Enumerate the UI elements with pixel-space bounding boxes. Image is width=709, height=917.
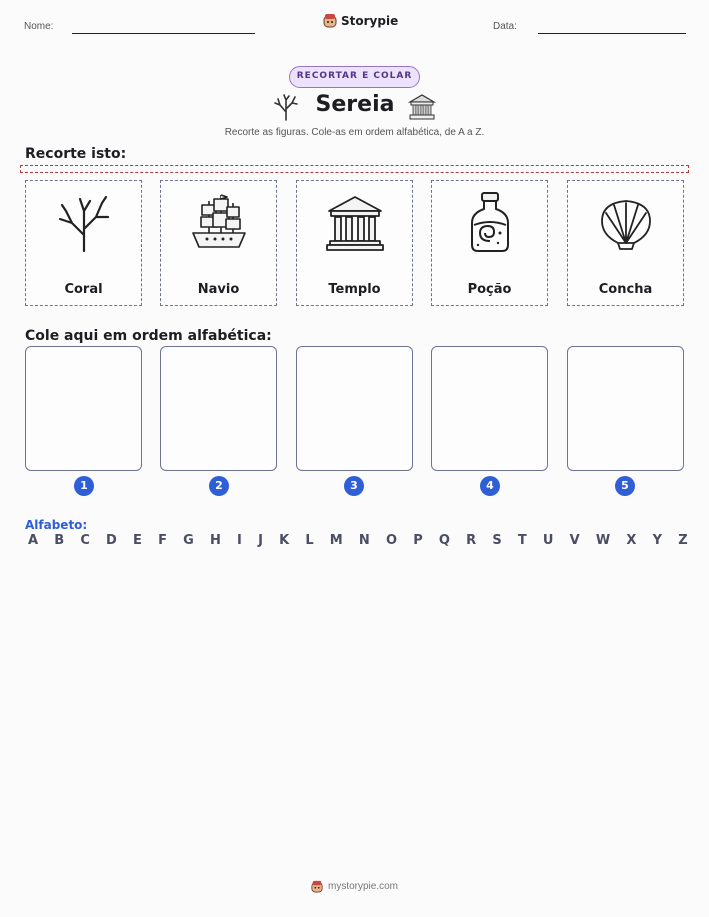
- cut-card-label: Poção: [467, 282, 512, 297]
- alphabet-row: [28, 533, 688, 548]
- coral-icon: [54, 191, 114, 255]
- cut-card-label: Coral: [64, 282, 103, 297]
- name-label: Nome:: [24, 21, 54, 32]
- slot-number-badge: 3: [344, 476, 364, 496]
- cut-card-coral[interactable]: [25, 180, 142, 306]
- brand-name: Storypie: [341, 13, 399, 28]
- paste-slot-3[interactable]: [296, 346, 413, 471]
- alphabet-letter: Q: [438, 533, 450, 548]
- paste-slot-1[interactable]: [25, 346, 142, 471]
- alphabet-letter: E: [133, 533, 142, 548]
- cut-card-seashell[interactable]: [567, 180, 684, 306]
- alphabet-letter: F: [158, 533, 167, 548]
- cut-card-label: Navio: [197, 282, 240, 297]
- slot-number-badge: 2: [209, 476, 229, 496]
- slot-number-badge: 5: [615, 476, 635, 496]
- alphabet-letter: M: [329, 533, 343, 548]
- alphabet-letter: Y: [652, 533, 663, 548]
- seashell-icon: [596, 191, 656, 255]
- alphabet-letter: N: [358, 533, 370, 548]
- alphabet-letter: H: [209, 533, 221, 548]
- alphabet-letter: I: [237, 533, 242, 548]
- alphabet-letter: K: [279, 533, 290, 548]
- slot-number-badge: 1: [74, 476, 94, 496]
- instructions: Recorte as figuras. Cole-as em ordem alfabética, de A a Z.: [224, 127, 485, 138]
- alphabet-letter: U: [542, 533, 554, 548]
- alphabet-letter: W: [595, 533, 611, 548]
- paste-slot-4[interactable]: [431, 346, 548, 471]
- slot-number-badge: 4: [480, 476, 500, 496]
- alphabet-title: Alfabeto:: [25, 518, 88, 532]
- cut-card-potion[interactable]: [431, 180, 548, 306]
- alphabet-letter: D: [106, 533, 117, 548]
- paste-slot-5[interactable]: [567, 346, 684, 471]
- name-field[interactable]: [72, 33, 255, 34]
- alphabet-letter: R: [466, 533, 477, 548]
- cut-section-heading: Recorte isto:: [25, 146, 127, 162]
- coral-small-icon: [271, 92, 301, 122]
- alphabet-letter: A: [28, 533, 39, 548]
- alphabet-letter: L: [305, 533, 314, 548]
- ship-icon: [189, 191, 249, 255]
- alphabet-letter: T: [517, 533, 527, 548]
- cut-card-temple[interactable]: [296, 180, 413, 306]
- activity-tag: RECORTAR E COLAR: [289, 66, 420, 88]
- date-field[interactable]: [538, 33, 686, 34]
- date-label: Data:: [493, 21, 517, 32]
- alphabet-letter: Z: [678, 533, 688, 548]
- page-title: Sereia: [315, 92, 395, 117]
- alphabet-letter: C: [80, 533, 90, 548]
- alphabet-letter: O: [385, 533, 398, 548]
- cut-card-label: Concha: [598, 282, 653, 297]
- alphabet-letter: G: [183, 533, 194, 548]
- paste-slot-2[interactable]: [160, 346, 277, 471]
- alphabet-letter: P: [413, 533, 423, 548]
- temple-small-icon: [408, 93, 436, 121]
- alphabet-letter: S: [492, 533, 502, 548]
- cut-card-ship[interactable]: [160, 180, 277, 306]
- footer: [0, 880, 709, 893]
- temple-icon: [325, 191, 385, 255]
- paste-section-heading: Cole aqui em ordem alfabética:: [25, 328, 272, 344]
- storypie-mascot-icon: [323, 13, 337, 28]
- cut-card-label: Templo: [328, 282, 381, 297]
- footer-site: mystorypie.com: [327, 881, 398, 892]
- alphabet-letter: J: [258, 533, 263, 548]
- cut-line: [20, 165, 689, 173]
- brand-logo: [323, 13, 398, 28]
- alphabet-letter: B: [54, 533, 65, 548]
- storypie-mascot-icon: [311, 880, 323, 893]
- potion-bottle-icon: [460, 191, 520, 255]
- alphabet-letter: X: [626, 533, 637, 548]
- alphabet-letter: V: [569, 533, 580, 548]
